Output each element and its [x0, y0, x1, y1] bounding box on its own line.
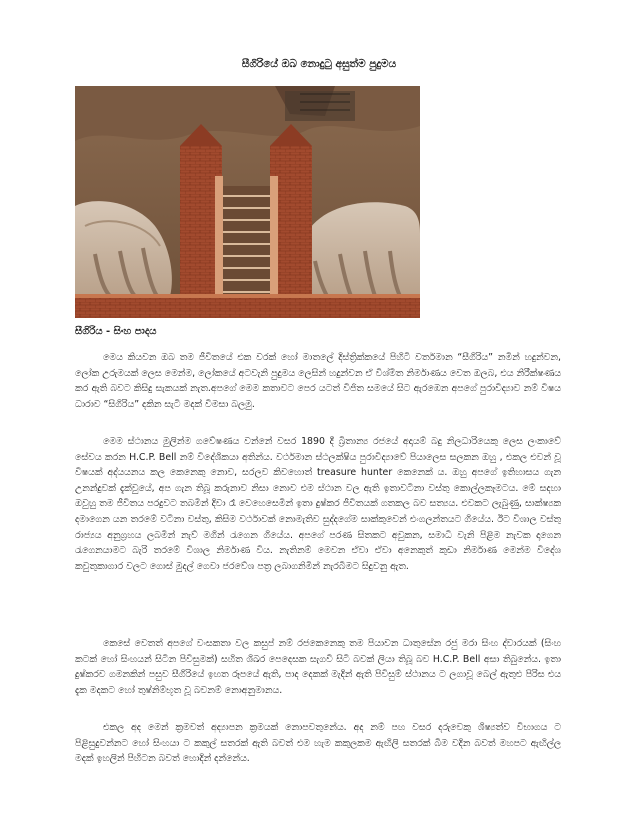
paragraph-3: කෙසේ වෙතත් අපගේ වංසකතා වල කසුප් නම් රජකෙනෙකු තම පියාවන ධාතුසේන රජු මරා සිංහ ද්වාරයක් (සිංහ කටක් හෝ සිංහයන් සිටින පිවිසුමක්) සහිත ශිඛර පෙදෙසක සැගවී සිටි බවක් ලියා තිබූ බව H.C.P. Bell අසා තිබුනේය. ඉතා දුෂ්කරව ගමනකින් පසුව සීගිරියේ ඉහත රූපයේ ඇති, පාද දෙකක් මැදින් ඇති පිවිසුම් ස්ථානය ට ලගාවූ බෙල් ඇතුළු පිරිස එය දැක මදකට හෝ තුෂ්නිම්භූත වූ බවනම් නොඅනුමානය.	[75, 638, 561, 696]
paragraph-1: මෙය කියවන ඔබ තම ජීවිතයේ එක වරක් හෝ මාතලේ දිස්ත්‍රික්කයේ පිහිටි වර්තමාන “සීගිරිය” නමින් හදුන්වන, ලෝක උරුමයක් ලෙස මෙන්ම, ලෝකයේ අටවැනි පුදුමය ලෙසින් හදුන්වන ඒ විශ්මිත නිර්මාණය වෙත ඔලබ, එය නිරීක්ෂණය කර ඇති බවට කිසිදු සැකයක් නැත.අපගේ මෙම කතාවට පෙර යටත් විජිත සමයේ සිට ඇරඹෙන අපගේ පුරාවිද්‍යාව නම් විෂය ධාරාව “සිගිරිය” දකින සැටි මදක් විමසා බලමු.	[75, 352, 561, 410]
paragraph-4: එකල අද මෙන් ක්‍රමවත් අද්‍යාපන ක්‍රමයක් නොපවතුනේය. අද නම් පහ වසර දරුවෙකු ශිෂ්‍යත්ව විභාගය ට පිළිසුදුවන්නට හෝ සිංහයා ට කකුල් සතරක් ඇති බවත් එම හැම කකුලකම ඇඟිලි සතරක් බීම වදින බවත් මහපට ඇඟිල්ල මදක් ඉහලින් පිහිටන බවත් හොදින් දන්නේය.	[75, 722, 561, 765]
document-title: සීගිරියේ ඔබ නොදුටු අසුත්ම පුදුමය	[241, 58, 397, 70]
photo-caption: සීගිරිය - සිංහ පාදය	[75, 326, 157, 337]
sigiriya-lion-paws-photo	[75, 86, 420, 318]
paragraph-2: මෙම ස්ථානය මුලින්ම ගවේෂණය වන්නේ වසර 1890 දී බ්‍රිතාන්‍ය රජයේ අදායම් බදු නිලධාරියෙකු ලෙස ලංකාවේ සේවය කරන H.C.P. Bell නම් විදේශිකයා අතින්ය. වර්ථමාන ස්ථලක්ෂිය පුරාවිද්‍යාවේ පියාලෙස සලකන ඔහු , එකල එවන් වූ විෂයක් අද්යයනය කල කෙනෙකු නොව, සරලව කිවහොත් treasure hunter කෙනෙක් ය. ඔහු අපගේ ඉතිහාසය ගැන උනන්දුවක් දැක්වුයේ, අප ගැන තිබූ කරුනාව නිසා නොව එම ස්ථාන වල ඇති ඉතාවටිනා වස්තු කොල්ලකෑමටය. මේ සදහා ඔවුහු තම ජීවිතය පරදුවට තබමින් දිවා රෑ වෙහෙසෙමින් ඉතා දුෂ්කර ජීවිතයක් ගතකල බව සත්‍යය. එවකට ලැබුණු, සාක්ෂ්‍යක දමාගෙන යන තරමේ වටිනා වස්තු, කිසිම වර්ථාවක් නොමැතිව සුද්දගේම සාක්කුවෙන් එංගලන්තයට ගියේය. ඊට විශාල වස්තු රාජ්‍යය අනුග්‍රහය ලබමින් නැව් මගින් රැගෙන ගියේය. අපගේ පරණ සිතකට අවුකන, සමාධි වැනි පිළිම නැවක දාගෙන රැගෙනයාමට බැරි තරමේ විශාල නිර්මාණ විය. නැතිනම් මෙවන ඒවා ඒවා අනෙකුත් කුඩා නිර්මාණ මෙන්ම විදේශ කවුතුකාගාර වලට ගොස් මුදල් ගෙවා ජරවේශ පත්‍ර ලබාගනිමින් නැරබීමට සිදුවනු ඇත.	[75, 436, 561, 572]
